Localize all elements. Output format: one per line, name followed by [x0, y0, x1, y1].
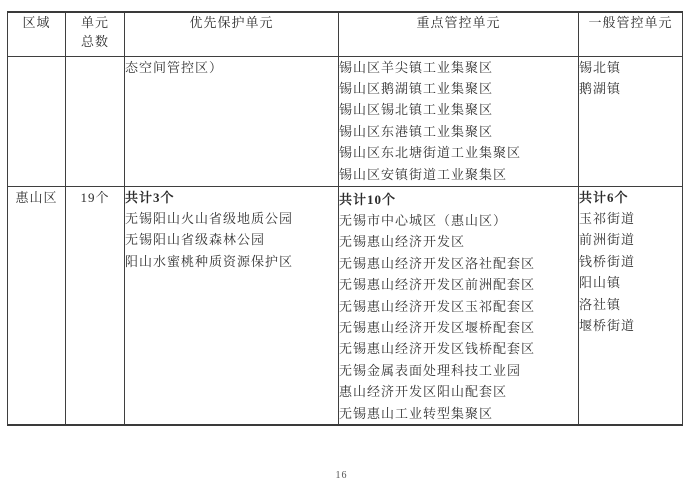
key-lines [339, 210, 578, 424]
table-header-row [8, 12, 683, 56]
cell-general-huishan [579, 186, 683, 425]
text-line: 无锡惠山工业转型集聚区 [339, 405, 494, 421]
text-line: 锡山区东北塘街道工业集聚区 [339, 145, 522, 161]
cell-key-huishan [339, 186, 579, 425]
text-line: 锡北镇 [579, 59, 622, 75]
general-lines [579, 57, 682, 100]
text-line: 锡山区安镇街道工业聚集区 [339, 166, 508, 182]
text-line: 无锡惠山经济开发区 [339, 234, 466, 250]
text-line: 无锡惠山经济开发区钱桥配套区 [339, 341, 536, 357]
col-header-total-label: 单元总数 [80, 15, 109, 49]
general-summary: 共计6个 [579, 189, 629, 205]
text-line: 无锡惠山经济开发区洛社配套区 [339, 255, 536, 271]
text-line: 无锡惠山经济开发区前洲配套区 [339, 277, 536, 293]
cell-region-huishan: 惠山区 [8, 186, 66, 425]
cell-priority-huishan [125, 186, 339, 425]
text-line: 洛社镇 [579, 296, 622, 312]
table-row-huishan [8, 186, 683, 425]
cell-general-continued [579, 56, 683, 186]
col-header-general: 一般管控单元 [579, 12, 683, 56]
text-line: 无锡惠山经济开发区玉祁配套区 [339, 298, 536, 314]
text-line: 锡山区羊尖镇工业集聚区 [339, 59, 494, 75]
text-line: 阳山水蜜桃种质资源保护区 [125, 253, 294, 269]
cell-total-empty [66, 56, 125, 186]
key-summary: 共计10个 [339, 191, 397, 207]
col-header-key: 重点管控单元 [339, 12, 579, 56]
text-line: 阳山镇 [579, 275, 622, 291]
text-line: 前洲街道 [579, 232, 636, 248]
cell-key-continued [339, 56, 579, 186]
key-lines [339, 57, 578, 185]
priority-lines [125, 208, 338, 272]
text-line: 锡山区锡北镇工业集聚区 [339, 102, 494, 118]
text-line: 无锡阳山省级森林公园 [125, 232, 266, 248]
text-line: 无锡金属表面处理科技工业园 [339, 362, 522, 378]
text-line: 无锡市中心城区（惠山区） [339, 212, 508, 228]
zoning-units-table [7, 11, 683, 426]
text-line: 无锡惠山经济开发区堰桥配套区 [339, 319, 536, 335]
text-line: 钱桥街道 [579, 253, 636, 269]
text-line: 锡山区鹅湖镇工业集聚区 [339, 80, 494, 96]
text-line: 惠山经济开发区阳山配套区 [339, 384, 508, 400]
priority-lines [125, 57, 338, 78]
cell-region-empty [8, 56, 66, 186]
text-line: 堰桥街道 [579, 317, 636, 333]
text-line: 玉祁街道 [579, 210, 636, 226]
col-header-priority: 优先保护单元 [125, 12, 339, 56]
text-line: 态空间管控区） [125, 59, 224, 75]
text-line: 锡山区东港镇工业集聚区 [339, 123, 494, 139]
cell-total-huishan: 19个 [66, 186, 125, 425]
general-lines [579, 208, 682, 336]
text-line: 无锡阳山火山省级地质公园 [125, 210, 294, 226]
text-line: 鹅湖镇 [579, 80, 622, 96]
col-header-region: 区域 [8, 12, 66, 56]
table-row-continued [8, 56, 683, 186]
col-header-total [66, 12, 125, 56]
page-number: 16 [335, 470, 348, 481]
priority-summary: 共计3个 [125, 189, 175, 205]
cell-priority-continued [125, 56, 339, 186]
